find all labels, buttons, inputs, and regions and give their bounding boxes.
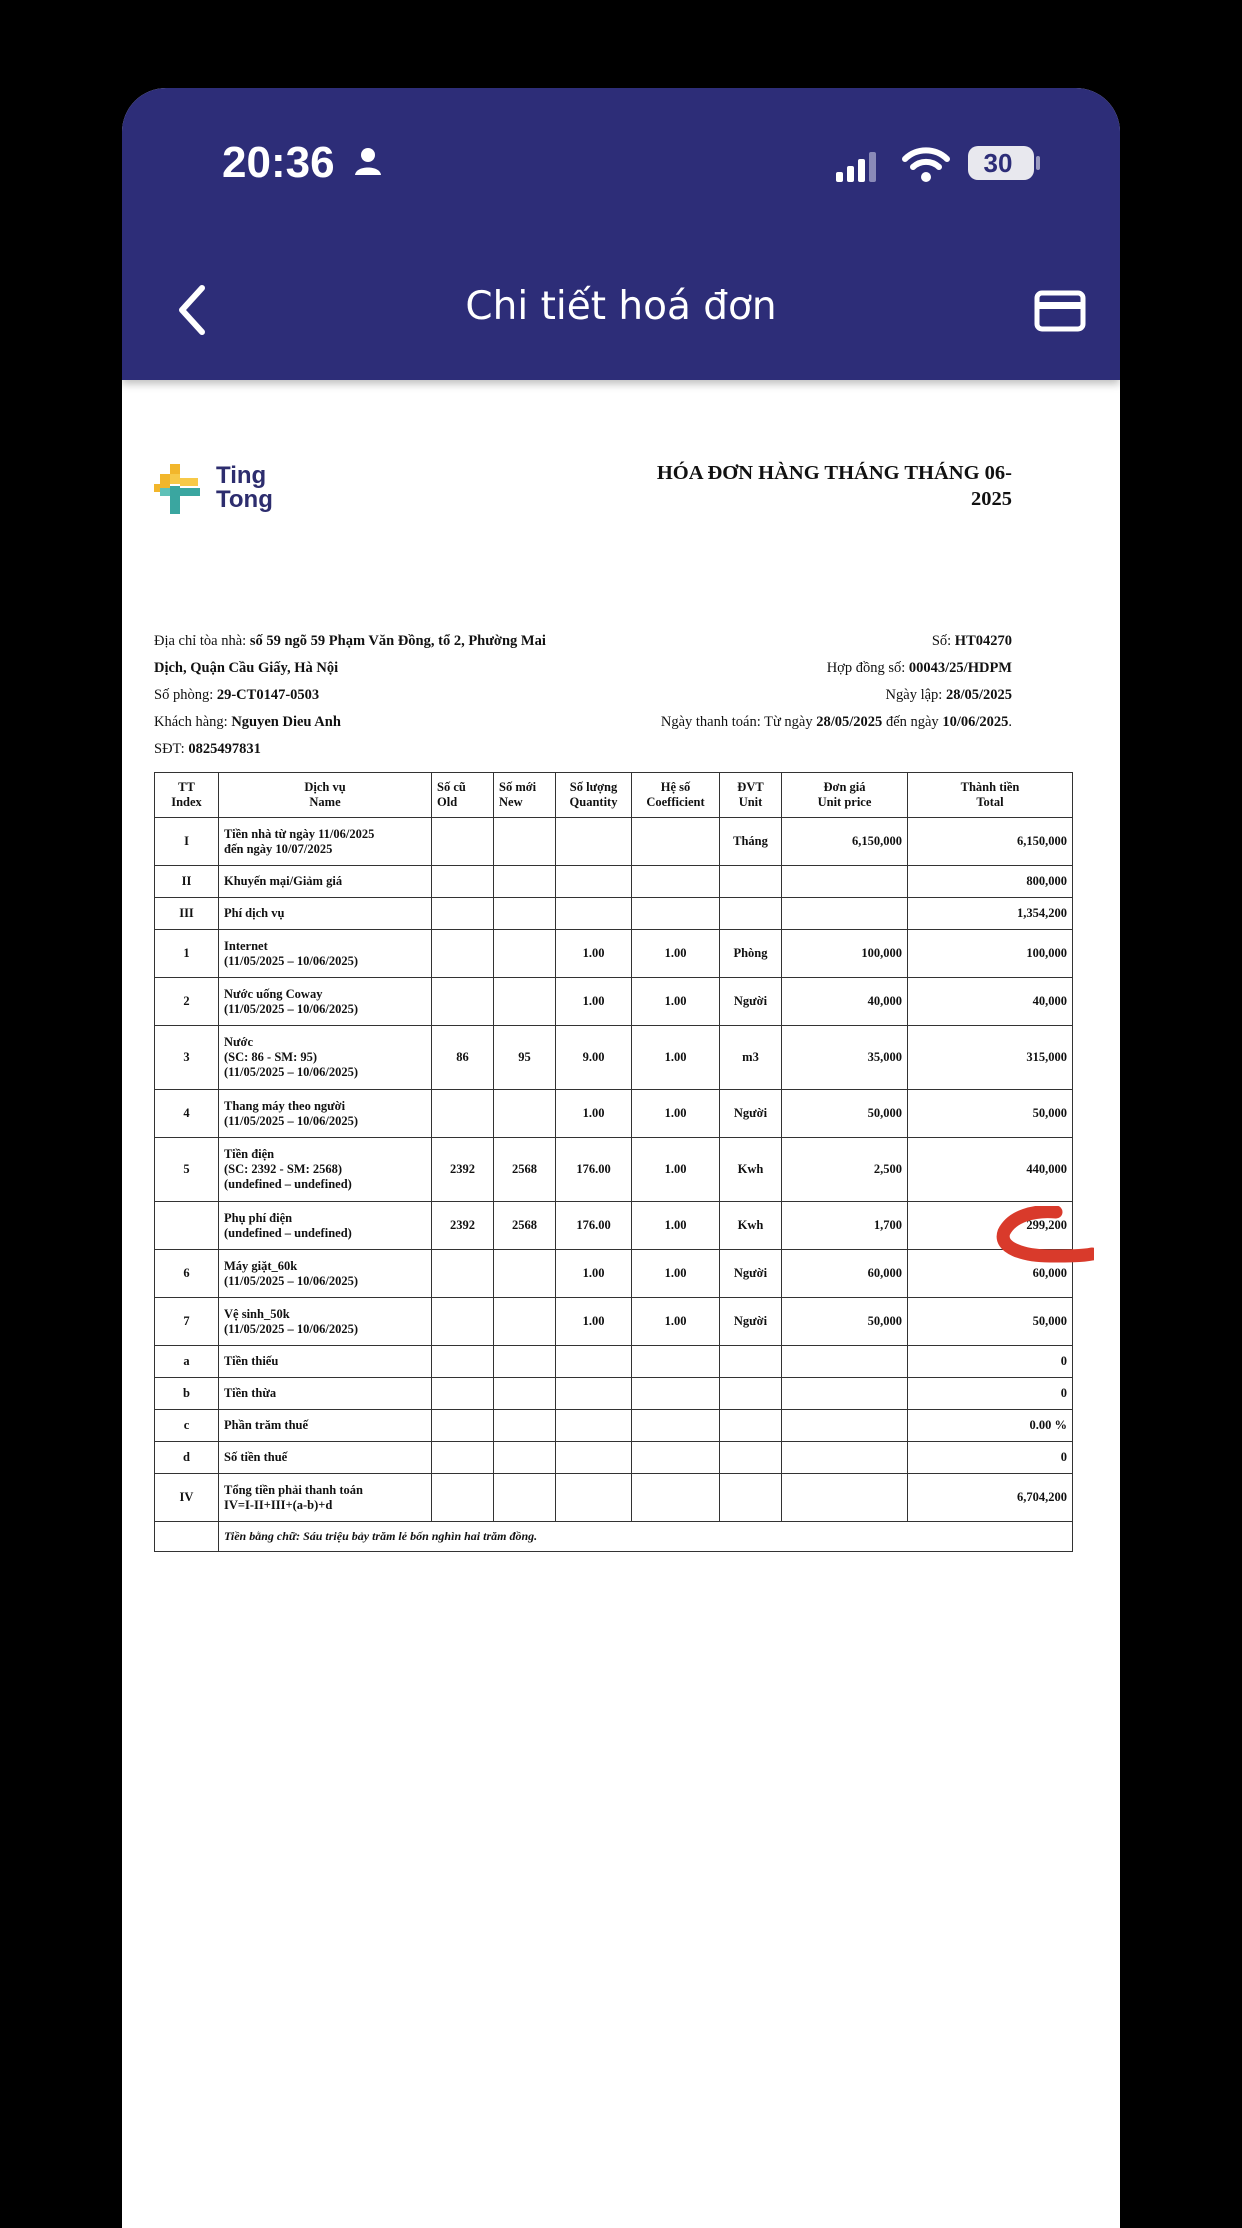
row-name1: Tiền điện: [224, 1147, 275, 1161]
header-total: Thành tiền Total: [908, 773, 1073, 818]
row-total: 800,000: [908, 866, 1073, 898]
table-row: [155, 1378, 1073, 1410]
row-name: [219, 1442, 432, 1474]
row-unit-price: 100,000: [782, 930, 908, 978]
battery-tip: [1036, 156, 1040, 170]
room-value: 29-CT0147-0503: [216, 687, 320, 703]
row-unit: [720, 898, 782, 930]
row-name1: Khuyến mại/Giảm giá: [224, 874, 343, 888]
row-unit-price: [782, 898, 908, 930]
row-index: 2: [155, 978, 219, 1026]
row-unit-price: 50,000: [782, 1090, 908, 1138]
row-name: [219, 1250, 432, 1298]
customer-line: [154, 713, 341, 731]
row-quantity: [556, 1346, 632, 1378]
row-new: [494, 898, 556, 930]
row-quantity: [556, 898, 632, 930]
row-total: 315,000: [908, 1026, 1073, 1090]
row-unit: Người: [720, 1298, 782, 1346]
row-unit-price: 50,000: [782, 1298, 908, 1346]
logo-text: [216, 464, 273, 512]
row-unit: m3: [720, 1026, 782, 1090]
row-name1: Tiền thừa: [224, 1386, 277, 1400]
invoice-number-value: HT04270: [954, 633, 1012, 649]
row-name: [219, 1298, 432, 1346]
row-unit: Người: [720, 1250, 782, 1298]
row-coefficient: 1.00: [632, 1250, 720, 1298]
row-unit-price: 1,700: [782, 1202, 908, 1250]
row-quantity: [556, 1442, 632, 1474]
row-unit-price: [782, 1346, 908, 1378]
address-value: số 59 ngõ 59 Phạm Văn Đồng, tổ 2, Phường Mai: [249, 633, 546, 649]
row-new: 2568: [494, 1138, 556, 1202]
row-coefficient: [632, 1410, 720, 1442]
row-name: [219, 1474, 432, 1522]
row-new: [494, 1474, 556, 1522]
row-name1: Phí dịch vụ: [224, 906, 285, 920]
row-coefficient: [632, 818, 720, 866]
row-unit: [720, 1346, 782, 1378]
wifi-icon: [902, 146, 950, 182]
row-new: [494, 930, 556, 978]
row-old: 86: [432, 1026, 494, 1090]
row-coefficient: 1.00: [632, 1298, 720, 1346]
page-title: Chi tiết hoá đơn: [465, 284, 777, 329]
room-line: [154, 686, 319, 704]
table-row: [155, 898, 1073, 930]
contract-line: [827, 659, 1012, 677]
row-total: 0.00 %: [908, 1410, 1073, 1442]
row-new: [494, 1410, 556, 1442]
row-old: [432, 930, 494, 978]
header-quantity: Số lượng Quantity: [556, 773, 632, 818]
row-quantity: 9.00: [556, 1026, 632, 1090]
row-quantity: 176.00: [556, 1202, 632, 1250]
row-name3: (undefined – undefined): [224, 1177, 352, 1191]
row-index: IV: [155, 1474, 219, 1522]
row-total: 299,200: [908, 1202, 1073, 1250]
row-name: [219, 930, 432, 978]
table-row: [155, 930, 1073, 978]
row-old: [432, 1442, 494, 1474]
row-index: 1: [155, 930, 219, 978]
row-index: 7: [155, 1298, 219, 1346]
row-name: [219, 818, 432, 866]
row-total: 0: [908, 1346, 1073, 1378]
invoice-title: [592, 460, 1012, 512]
row-new: [494, 866, 556, 898]
row-coefficient: [632, 898, 720, 930]
row-name2: (11/05/2025 – 10/06/2025): [224, 1001, 359, 1016]
invoice-number-label: Số:: [931, 633, 952, 649]
row-new: [494, 1250, 556, 1298]
row-unit-price: 35,000: [782, 1026, 908, 1090]
row-name1: Tiền nhà từ ngày 11/06/2025: [224, 826, 375, 841]
row-quantity: [556, 866, 632, 898]
row-unit-price: [782, 1474, 908, 1522]
row-name2: (11/05/2025 – 10/06/2025): [224, 1273, 359, 1288]
row-old: [432, 866, 494, 898]
row-coefficient: 1.00: [632, 1026, 720, 1090]
row-unit-price: [782, 1442, 908, 1474]
row-name: [219, 1090, 432, 1138]
invoice-number-line: [932, 632, 1012, 650]
row-quantity: 176.00: [556, 1138, 632, 1202]
table-row: [155, 1410, 1073, 1442]
table-row: [155, 1250, 1073, 1298]
logo-line2: Tong: [216, 486, 273, 513]
address-line-2: [154, 659, 338, 677]
battery-indicator: [968, 146, 1034, 180]
row-total: 50,000: [908, 1298, 1073, 1346]
phone-value: 0825497831: [188, 741, 261, 757]
person-icon: [354, 146, 382, 176]
row-name1: Máy giặt_60k: [224, 1258, 298, 1273]
row-quantity: 1.00: [556, 1298, 632, 1346]
table-body: [155, 818, 1073, 1522]
invoice-title-line1: HÓA ĐƠN HÀNG THÁNG THÁNG 06-: [656, 462, 1012, 484]
table-row: [155, 1298, 1073, 1346]
header-old: Số cũ Old: [432, 773, 494, 818]
row-name1: Số tiền thuế: [224, 1450, 288, 1464]
row-name: [219, 866, 432, 898]
row-unit: Người: [720, 1090, 782, 1138]
table-row: [155, 1442, 1073, 1474]
row-unit-price: 60,000: [782, 1250, 908, 1298]
row-old: [432, 1090, 494, 1138]
row-total: 6,704,200: [908, 1474, 1073, 1522]
invoice-table: [154, 772, 1073, 1552]
red-annotation-mark: [994, 1206, 1094, 1278]
row-name1: Internet: [224, 938, 268, 953]
row-name: [219, 1410, 432, 1442]
row-name: [219, 898, 432, 930]
row-quantity: 1.00: [556, 1090, 632, 1138]
row-index: b: [155, 1378, 219, 1410]
row-name1: Tiền thiếu: [224, 1354, 279, 1368]
row-total: 100,000: [908, 930, 1073, 978]
row-unit: [720, 1410, 782, 1442]
table-row: [155, 1474, 1073, 1522]
row-new: [494, 1378, 556, 1410]
row-index: a: [155, 1346, 219, 1378]
table-header-row: [155, 773, 1073, 818]
row-name2: (11/05/2025 – 10/06/2025): [224, 1113, 359, 1128]
row-name2: (undefined – undefined): [224, 1225, 352, 1240]
amount-in-words: [219, 1522, 1073, 1552]
header-unit-price: Đơn giá Unit price: [782, 773, 908, 818]
table-row: [155, 818, 1073, 866]
row-total: 50,000: [908, 1090, 1073, 1138]
words-empty-cell: [155, 1522, 219, 1552]
row-name2: đến ngày 10/07/2025: [224, 841, 333, 856]
credit-card-icon[interactable]: [1034, 290, 1086, 332]
phone-label: SĐT:: [154, 741, 185, 757]
row-unit: [720, 1442, 782, 1474]
table-row: [155, 1138, 1073, 1202]
row-new: 2568: [494, 1202, 556, 1250]
payment-period-line: [661, 713, 1012, 731]
row-new: [494, 1346, 556, 1378]
row-old: [432, 1298, 494, 1346]
row-quantity: [556, 1378, 632, 1410]
battery-level: 30: [983, 148, 1013, 178]
row-total: 40,000: [908, 978, 1073, 1026]
row-unit-price: 2,500: [782, 1138, 908, 1202]
table-row: [155, 1202, 1073, 1250]
row-unit: [720, 1474, 782, 1522]
row-unit-price: 6,150,000: [782, 818, 908, 866]
customer-label: Khách hàng:: [154, 714, 228, 730]
payment-label: Ngày thanh toán: Từ ngày: [660, 714, 813, 730]
row-name3: (11/05/2025 – 10/06/2025): [224, 1065, 359, 1079]
row-old: [432, 1346, 494, 1378]
row-name: [219, 978, 432, 1026]
amount-in-words-row: [155, 1522, 1073, 1552]
row-index: 5: [155, 1138, 219, 1202]
row-new: [494, 818, 556, 866]
address-line: [154, 632, 546, 650]
row-index: 4: [155, 1090, 219, 1138]
row-name2: IV=I-II+III+(a-b)+d: [224, 1497, 333, 1512]
row-name: [219, 1378, 432, 1410]
row-index: c: [155, 1410, 219, 1442]
row-old: [432, 898, 494, 930]
tingtong-logo: [154, 460, 294, 520]
header-new: Số mới New: [494, 773, 556, 818]
table-row: [155, 1026, 1073, 1090]
row-total: 60,000: [908, 1250, 1073, 1298]
header-index: TT Index: [155, 773, 219, 818]
row-index: 3: [155, 1026, 219, 1090]
row-name2: (SC: 86 - SM: 95): [224, 1050, 318, 1064]
row-name: [219, 1026, 432, 1090]
status-time: 20:36: [222, 138, 335, 187]
table-row: [155, 1346, 1073, 1378]
logo-line1: Ting: [216, 462, 267, 489]
row-unit: Kwh: [720, 1138, 782, 1202]
table-row: [155, 866, 1073, 898]
words-label: Tiền bằng chữ:: [224, 1529, 301, 1543]
row-name1: Tổng tiền phải thanh toán: [224, 1482, 363, 1497]
payment-mid: đến ngày: [885, 714, 939, 730]
row-name1: Phụ phí điện: [224, 1210, 293, 1225]
row-old: 2392: [432, 1202, 494, 1250]
row-old: [432, 1410, 494, 1442]
row-old: 2392: [432, 1138, 494, 1202]
row-name1: Nước uống Coway: [224, 986, 323, 1001]
row-coefficient: [632, 1474, 720, 1522]
row-coefficient: 1.00: [632, 1138, 720, 1202]
row-unit-price: [782, 1378, 908, 1410]
signal-icon: [836, 152, 882, 182]
row-index: II: [155, 866, 219, 898]
row-new: [494, 1298, 556, 1346]
payment-from: 28/05/2025: [816, 714, 883, 730]
row-quantity: [556, 818, 632, 866]
row-unit-price: 40,000: [782, 978, 908, 1026]
row-coefficient: [632, 1346, 720, 1378]
phone-line: [154, 740, 261, 758]
table-row: [155, 1090, 1073, 1138]
row-quantity: 1.00: [556, 1250, 632, 1298]
row-name1: Phần trăm thuế: [224, 1418, 309, 1432]
app-screen: [122, 88, 1120, 2228]
row-index: [155, 1202, 219, 1250]
row-index: d: [155, 1442, 219, 1474]
logo-mark-icon: [154, 464, 210, 520]
row-name: [219, 1202, 432, 1250]
row-new: [494, 1090, 556, 1138]
row-name2: (SC: 2392 - SM: 2568): [224, 1162, 343, 1176]
payment-to: 10/06/2025: [942, 714, 1009, 730]
row-quantity: [556, 1474, 632, 1522]
row-name: [219, 1138, 432, 1202]
row-unit: Tháng: [720, 818, 782, 866]
table-row: [155, 978, 1073, 1026]
header-coefficient: Hệ số Coefficient: [632, 773, 720, 818]
row-quantity: [556, 1410, 632, 1442]
row-total: 6,150,000: [908, 818, 1073, 866]
row-unit-price: [782, 1410, 908, 1442]
row-unit: Kwh: [720, 1202, 782, 1250]
issue-date-value: 28/05/2025: [945, 687, 1012, 703]
payment-end: .: [1008, 714, 1012, 730]
row-coefficient: 1.00: [632, 930, 720, 978]
row-new: [494, 978, 556, 1026]
row-old: [432, 1474, 494, 1522]
row-name2: (11/05/2025 – 10/06/2025): [224, 953, 359, 968]
row-name: [219, 1346, 432, 1378]
row-index: III: [155, 898, 219, 930]
issue-date-label: Ngày lập:: [885, 687, 943, 703]
row-total: 440,000: [908, 1138, 1073, 1202]
row-coefficient: [632, 1378, 720, 1410]
app-header: [122, 88, 1120, 380]
row-coefficient: 1.00: [632, 1090, 720, 1138]
row-coefficient: 1.00: [632, 978, 720, 1026]
header-unit: ĐVT Unit: [720, 773, 782, 818]
row-total: 1,354,200: [908, 898, 1073, 930]
row-old: [432, 978, 494, 1026]
row-old: [432, 1250, 494, 1298]
row-new: [494, 1442, 556, 1474]
row-coefficient: 1.00: [632, 1202, 720, 1250]
row-new: 95: [494, 1026, 556, 1090]
row-unit: [720, 1378, 782, 1410]
header-name: Dịch vụ Name: [219, 773, 432, 818]
customer-value: Nguyen Dieu Anh: [231, 714, 341, 730]
row-old: [432, 818, 494, 866]
row-quantity: 1.00: [556, 978, 632, 1026]
row-unit: Người: [720, 978, 782, 1026]
row-total: 0: [908, 1378, 1073, 1410]
issue-date-line: [886, 686, 1012, 704]
address-label: Địa chỉ tòa nhà:: [154, 633, 247, 649]
row-coefficient: [632, 1442, 720, 1474]
room-label: Số phòng:: [154, 687, 214, 703]
contract-label: Hợp đồng số:: [826, 660, 906, 676]
row-old: [432, 1378, 494, 1410]
row-name1: Nước: [224, 1035, 253, 1049]
row-coefficient: [632, 866, 720, 898]
row-name2: (11/05/2025 – 10/06/2025): [224, 1321, 359, 1336]
words-value: Sáu triệu bảy trăm lẻ bốn nghìn hai trăm đồng.: [303, 1529, 538, 1543]
invoice-title-line2: 2025: [971, 488, 1012, 510]
row-unit: [720, 866, 782, 898]
row-unit-price: [782, 866, 908, 898]
row-index: I: [155, 818, 219, 866]
row-name1: Thang máy theo người: [224, 1098, 346, 1113]
contract-value: 00043/25/HDPM: [908, 660, 1012, 676]
row-name1: Vệ sinh_50k: [224, 1306, 290, 1321]
address-value-2: Dịch, Quận Cầu Giấy, Hà Nội: [154, 660, 339, 676]
row-unit: Phòng: [720, 930, 782, 978]
row-index: 6: [155, 1250, 219, 1298]
row-total: 0: [908, 1442, 1073, 1474]
row-quantity: 1.00: [556, 930, 632, 978]
